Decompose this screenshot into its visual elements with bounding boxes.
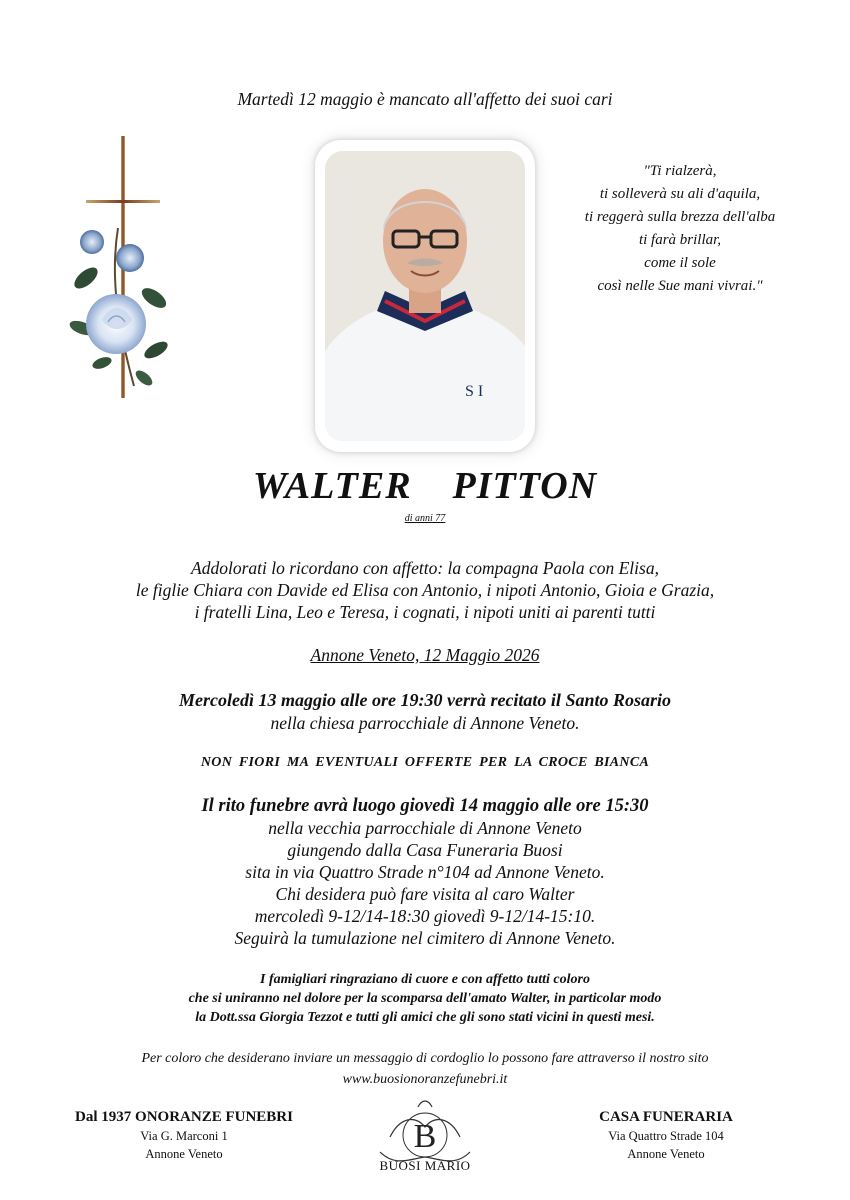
quote-line: "Ti rialzerà, [643, 163, 717, 179]
funeral-title: Il rito funebre avrà luogo giovedì 14 maggio alle ore 15:30 [201, 796, 649, 816]
rosary-announcement: Mercoledì 13 maggio alle ore 19:30 verrà recitato il Santo Rosario [179, 690, 671, 710]
thanks-line: che si uniranno nel dolore per la scomparsa dell'amato Walter, in particolar modo [188, 991, 662, 1006]
funeral-line: nella vecchia parrocchiale di Annone Veneto [268, 818, 582, 838]
footer-left-title: Dal 1937 ONORANZE FUNEBRI [75, 1109, 293, 1125]
website-link[interactable]: www.buosionoranzefunebri.it [342, 1072, 508, 1087]
deceased-portrait [325, 151, 525, 441]
place-date: Annone Veneto, 12 Maggio 2026 [310, 645, 540, 665]
portrait-illustration [325, 151, 525, 441]
footer-funeral-home [54, 1108, 314, 1163]
announcement-intro: Martedì 12 maggio è mancato all'affetto dei suoi cari [237, 89, 613, 109]
funeral-line: mercoledì 9-12/14-18:30 giovedì 9-12/14-15:10. [254, 906, 596, 926]
footer-left-city: Annone Veneto [145, 1147, 223, 1161]
mourners-line: le figlie Chiara con Davide ed Elisa con Antonio, i nipoti Antonio, Gioia e Grazia, [135, 580, 715, 600]
footer-right-city: Annone Veneto [627, 1147, 705, 1161]
quote-line: ti solleverà su ali d'aquila, [599, 186, 761, 202]
cross-with-roses-icon [58, 128, 198, 408]
bible-quote [530, 160, 830, 298]
funeral-line: sita in via Quattro Strade n°104 ad Annone Veneto. [245, 862, 605, 882]
footer-right-address: Via Quattro Strade 104 [608, 1129, 724, 1143]
quote-line: ti farà brillar, [638, 232, 722, 248]
rosary-place: nella chiesa parrocchiale di Annone Veneto. [270, 713, 580, 733]
logo-text: BUOSI MARIO [379, 1158, 471, 1173]
condolence-note [0, 1048, 850, 1090]
mourners-paragraph [0, 557, 850, 623]
condolence-text: Per coloro che desiderano inviare un messaggio di cordoglio lo possono fare attraverso il nostro sito [141, 1051, 709, 1066]
quote-line: come il sole [644, 255, 716, 271]
funeral-line: giungendo dalla Casa Funeraria Buosi [287, 840, 563, 860]
funeral-details [0, 795, 850, 949]
mourners-line: i fratelli Lina, Leo e Teresa, i cognati, i nipoti uniti ai parenti tutti [194, 602, 656, 622]
family-thanks [0, 970, 850, 1027]
quote-line: ti reggerà sulla brezza dell'alba [584, 209, 776, 225]
thanks-line: la Dott.ssa Giorgia Tezzot e tutti gli amici che gli sono stati vicini in questi mesi. [195, 1010, 655, 1025]
photo-frame [315, 140, 535, 452]
footer-funeral-house [536, 1108, 796, 1163]
logo-letter: B [413, 1118, 437, 1155]
mourners-line: Addolorati lo ricordano con affetto: la compagna Paola con Elisa, [191, 558, 659, 578]
no-flowers-notice: NON FIORI MA EVENTUALI OFFERTE PER LA CROCE BIANCA [200, 755, 650, 770]
funeral-line: Chi desidera può fare visita al caro Walter [275, 884, 575, 904]
svg-text:S I: S I [465, 383, 484, 400]
funeral-line: Seguirà la tumulazione nel cimitero di Annone Veneto. [234, 928, 616, 948]
footer-right-title: CASA FUNERARIA [599, 1109, 733, 1125]
deceased-name: WALTER PITTON [252, 465, 598, 507]
quote-line: così nelle Sue mani vivrai." [597, 278, 763, 294]
footer-left-address: Via G. Marconi 1 [140, 1129, 228, 1143]
thanks-line: I famigliari ringraziano di cuore e con affetto tutti coloro [260, 972, 590, 987]
deceased-age: di anni 77 [404, 513, 446, 524]
